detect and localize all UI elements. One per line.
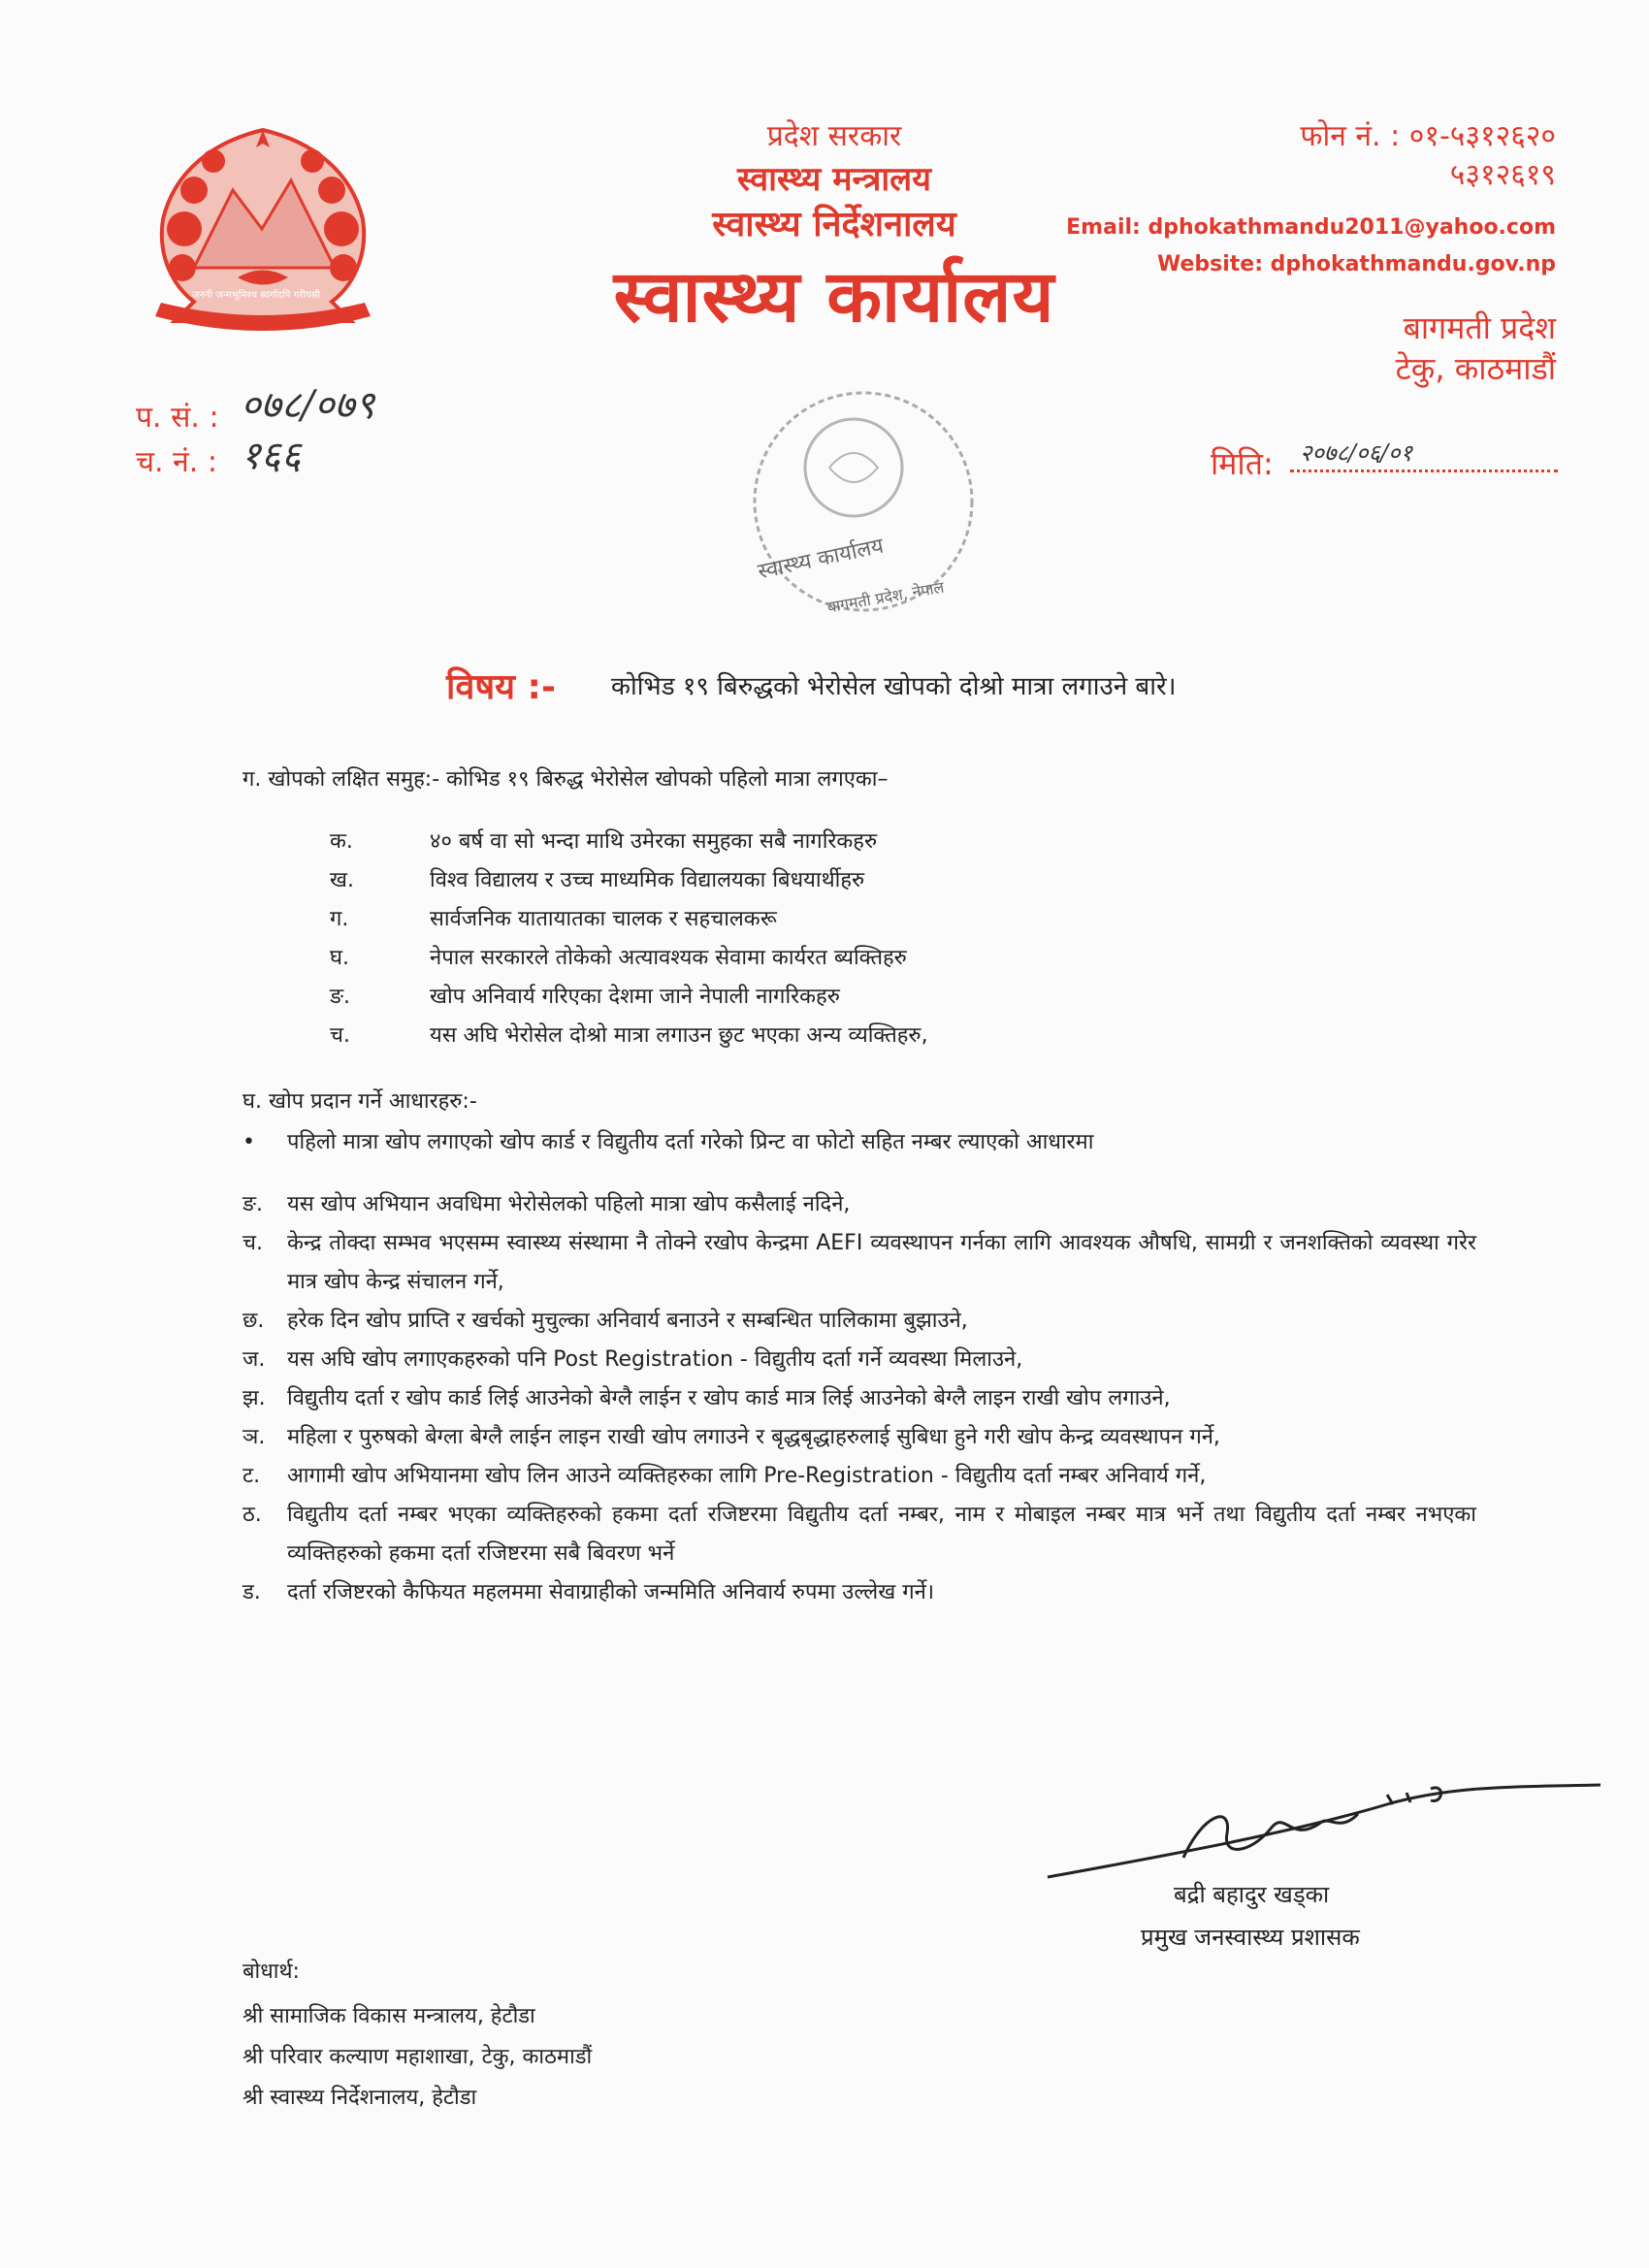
subject-text: कोभिड १९ बिरुद्धको भेरोसेल खोपको दोश्रो मात्रा लगाउने बारे।: [611, 672, 1177, 701]
list-item: श्री सामाजिक विकास मन्त्रालय, हेटौडा: [242, 2004, 535, 2028]
section-gh-heading: घ. खोप प्रदान गर्ने आधारहरु:-: [242, 1089, 477, 1114]
list-item: ग. सार्वजनिक यातायातका चालक र सहचालकरू: [330, 907, 777, 931]
list-item: ङ. यस खोप अभियान अवधिमा भेरोसेलको पहिलो मात्रा खोप कसैलाई नदिने,: [242, 1192, 851, 1216]
list-item: च. यस अघि भेरोसेल दोश्रो मात्रा लगाउन छुट भएका अन्य व्यक्तिहरु,: [330, 1023, 928, 1048]
basis-bullet: [242, 1123, 1504, 1162]
subject-label: विषय :-: [446, 667, 556, 707]
emblem-motto: जननी जन्मभूमिश्च स्वर्गादपि गरीयसी: [192, 290, 321, 301]
target-group-list: [330, 823, 1494, 1055]
list-item: ट. आगामी खोप अभियानमा खोप लिन आउने व्यक्तिहरुका लागि Pre-Registration - विद्युतीय दर्ता नम्बर अनिवार्य गर्ने,: [242, 1464, 1207, 1488]
list-item: ठ. विद्युतीय दर्ता नम्बर भएका व्यक्तिहरुको हकमा दर्ता रजिष्टरमा विद्युतीय दर्ता नम्बर, नाम र मोबाइल नम्बर मात्र भर्ने तथा विद्युतीय दर्ता नम्बर नभएका व्यक्तिहरुको हकमा दर्ता रजिष्टरमा सबै बिवरण भर्ने: [242, 1503, 1476, 1566]
list-item: ङ. खोप अनिवार्य गरिएका देशमा जाने नेपाली नागरिकहरु: [330, 985, 840, 1009]
instruction-points: [242, 1185, 1476, 1612]
email-address: Email: dphokathmandu2011@yahoo.com: [1066, 215, 1556, 240]
reference-values: [241, 380, 374, 481]
list-item: छ. हरेक दिन खोप प्राप्ति र खर्चको मुचुल्का अनिवार्य बनाउने र सम्बन्धित पालिकामा बुझाउने,: [242, 1309, 968, 1333]
gov-line-directorate: स्वास्थ्य निर्देशनालय: [712, 205, 956, 244]
reference-labels: [136, 396, 219, 485]
stamp-text-top: स्वास्थ्य कार्यालय: [756, 534, 887, 585]
list-item: ड. दर्ता रजिष्टरको कैफियत महलममा सेवाग्राहीको जन्ममिति अनिवार्य रुपमा उल्लेख गर्ने।: [242, 1580, 935, 1604]
cc-label: बोधार्थ:: [242, 1960, 300, 1984]
website-address: Website: dphokathmandu.gov.np: [1157, 252, 1556, 276]
gov-line-ministry: स्वास्थ्य मन्त्रालय: [737, 160, 931, 199]
phone-number-2: ५३१२६१९: [1449, 158, 1556, 192]
signer-name: बद्री बहादुर खड्का: [1174, 1881, 1330, 1908]
list-item: ज. यस अघि खोप लगाएकहरुको पनि Post Registration - विद्युतीय दर्ता गर्ने व्यवस्था मिलाउने,: [242, 1347, 1023, 1372]
basis-bullet-text: पहिलो मात्रा खोप लगाएको खोप कार्ड र विद्युतीय दर्ता गरेको प्रिन्ट वा फोटो सहित नम्बर ल्याएको आधारमा: [287, 1130, 1094, 1154]
bullet-icon: •: [242, 1130, 255, 1154]
date-label: मिति:: [1211, 445, 1274, 482]
list-item: क. ४० बर्ष वा सो भन्दा माथि उमेरका समुहका सबै नागरिकहरु: [330, 829, 878, 854]
list-item: श्री स्वास्थ्य निर्देशनालय, हेटौडा: [242, 2086, 477, 2110]
list-item: झ. विद्युतीय दर्ता र खोप कार्ड लिई आउनेको बेग्लै लाईन र खोप कार्ड मात्र लिई आउनेको बेग्लै लाइन राखी खोप लगाउने,: [242, 1386, 1171, 1410]
date-value: २०७८/०६/०१: [1300, 439, 1413, 467]
office-title: स्वास्थ्य कार्यालय: [613, 255, 1055, 339]
phone-number: फोन नं. : ०१-५३१२६२०: [1300, 119, 1556, 153]
ps-value: ०७८/०७९: [241, 383, 375, 428]
list-item: ख. विश्व विद्यालय र उच्च माध्यमिक विद्यालयका बिधयार्थीहरु: [330, 868, 865, 892]
signature: [1038, 1775, 1620, 1892]
cc-list: [242, 1996, 592, 2119]
stamp-text-bottom: बागमती प्रदेश, नेपाल: [825, 577, 946, 617]
signer-title: प्रमुख जनस्वास्थ्य प्रशासक: [1141, 1924, 1360, 1951]
cn-label: च. नं. :: [136, 445, 217, 479]
office-address: टेकु, काठमाडौं: [1395, 350, 1556, 387]
list-item: घ. नेपाल सरकारले तोकेको अत्यावश्यक सेवामा कार्यरत ब्यक्तिहरु: [330, 946, 907, 970]
list-item: श्री परिवार कल्याण महाशाखा, टेकु, काठमाडौं: [242, 2045, 593, 2069]
list-item: च. केन्द्र तोक्दा सम्भव भएसम्म स्वास्थ्य संस्थामा नै तोक्ने रखोप केन्द्रमा AEFI व्यवस्थापन गर्नका लागि आवश्यक औषधि, सामग्री र जनशक्तिको व्यवस्था गरेर मात्र खोप केन्द्र संचालन गर्ने,: [242, 1231, 1476, 1294]
nepal-emblem-logo: [136, 122, 390, 338]
list-item: ञ. महिला र पुरुषको बेग्ला बेग्लै लाईन लाइन राखी खोप लगाउने र बृद्धबृद्धाहरुलाई सुबिधा हुने गरी खोप केन्द्र व्यवस्थापन गर्ने,: [242, 1425, 1220, 1449]
gov-line-provincial: प्रदेश सरकार: [766, 119, 902, 153]
province-name: बागमती प्रदेश: [1403, 309, 1556, 346]
section-g-heading: ग. खोपको लक्षित समुह:- कोभिड १९ बिरुद्ध भेरोसेल खोपको पहिलो मात्रा लगएका–: [242, 767, 889, 792]
cn-value: १६६: [241, 434, 302, 478]
ps-label: प. सं. :: [136, 401, 219, 435]
